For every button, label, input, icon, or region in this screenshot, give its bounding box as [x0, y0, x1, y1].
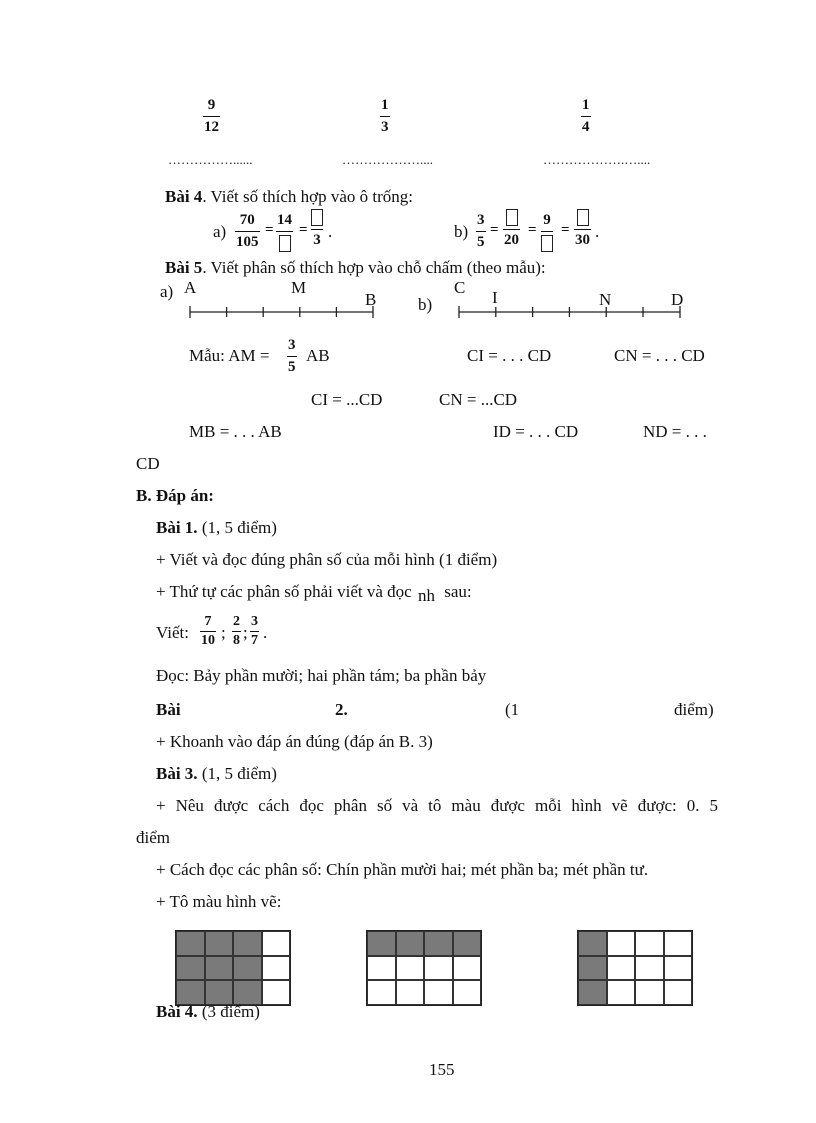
grid-cell — [424, 980, 453, 1005]
bai4-answer-heading — [156, 1002, 260, 1022]
bai4-answer-title: Bài 4. — [156, 1002, 198, 1021]
cn-blank-1[interactable]: CN = . . . CD — [614, 346, 705, 365]
bai3-score: (1, 5 điểm) — [201, 764, 277, 783]
page-number: 155 — [429, 1060, 455, 1079]
grid-cell-shaded — [205, 956, 234, 981]
grid-cell-shaded — [367, 931, 396, 956]
denominator: 3 — [381, 119, 389, 135]
equals-sign: = — [265, 222, 274, 238]
fraction-bar — [232, 631, 241, 632]
bai2-line: + Khoanh vào đáp án đúng (đáp án B. 3) — [156, 732, 433, 751]
bai3-line1-wrap: điểm — [136, 828, 170, 847]
grid-cell — [262, 980, 291, 1005]
bai4-a-label: a) — [213, 222, 227, 241]
fraction-bar — [380, 116, 390, 117]
segment-ab — [189, 305, 375, 319]
fraction-7-10 — [200, 615, 216, 648]
fraction-bar — [581, 116, 591, 117]
semicolon: ; — [221, 623, 226, 642]
fraction-9-blank — [541, 213, 553, 252]
bai4-answer-score: (3 điểm) — [201, 1002, 260, 1021]
numerator: 3 — [477, 212, 485, 228]
grid-cell-shaded — [453, 931, 482, 956]
fraction-bar — [503, 229, 520, 230]
bai3-heading — [156, 764, 277, 784]
fraction-bar — [276, 231, 293, 232]
grid-cell — [607, 956, 636, 981]
fraction-bar — [203, 116, 220, 117]
blank-box-input[interactable] — [279, 235, 291, 252]
fraction-2-8 — [232, 615, 241, 648]
denominator: 3 — [313, 232, 321, 248]
shaded-grid-9-12 — [175, 930, 291, 1006]
grid-cell — [635, 980, 664, 1005]
fraction-blank-3 — [311, 209, 323, 248]
mb-blank[interactable]: MB = . . . AB — [189, 422, 282, 441]
denominator: 12 — [204, 119, 219, 135]
numerator: 14 — [277, 212, 292, 228]
period: . — [595, 222, 600, 241]
fraction-1-3 — [380, 98, 390, 135]
point-label-i: I — [492, 288, 498, 307]
bai1-line2-c: sau: — [444, 582, 472, 601]
bai1-line2-a: + Thứ tự các phân số phải viết và đọc — [156, 582, 412, 601]
grid-cell-shaded — [424, 931, 453, 956]
bai3-line3: + Tô màu hình vẽ: — [156, 892, 282, 911]
grid-cell — [453, 956, 482, 981]
blank-box-input[interactable] — [541, 235, 553, 252]
fraction-bar — [476, 231, 486, 232]
grid-cell-shaded — [578, 980, 607, 1005]
bai2-word: Bài — [156, 700, 181, 719]
bai4-title: Bài 4 — [165, 187, 203, 206]
answer-dots-1[interactable]: ……………...... — [168, 152, 253, 167]
bai1-line1: + Viết và đọc đúng phân số của mỗi hình (1 điểm) — [156, 550, 498, 569]
numerator: 9 — [207, 97, 216, 113]
blank-box-input[interactable] — [311, 209, 323, 226]
grid-cell — [262, 956, 291, 981]
fraction-bar — [200, 631, 216, 632]
grid-cell-shaded — [205, 931, 234, 956]
bai4-heading — [165, 187, 413, 207]
grid-cell — [424, 956, 453, 981]
numerator: 2 — [233, 614, 240, 629]
fraction-70-105 — [235, 213, 260, 250]
fraction-14-blank — [276, 213, 293, 252]
mau-prefix: Mẫu: AM = — [189, 346, 270, 365]
bai2-score-open: (1 — [505, 700, 520, 719]
equals-sign: = — [490, 222, 499, 238]
numerator: 70 — [239, 212, 255, 228]
ci-blank-2[interactable]: CI = ...CD — [311, 390, 383, 409]
cn-blank-2[interactable]: CN = ...CD — [439, 390, 518, 409]
grid-cell — [396, 956, 425, 981]
fraction-blank-20 — [503, 209, 520, 248]
point-label-n: N — [599, 290, 612, 309]
grid-cell — [635, 931, 664, 956]
bai5-heading — [165, 258, 546, 278]
viet-label: Viết: — [156, 623, 189, 642]
bai5-text: . Viết phân số thích hợp vào chỗ chấm (theo mẫu): — [202, 258, 546, 277]
numerator: 1 — [582, 97, 590, 113]
fraction-bar — [235, 231, 260, 232]
point-label-d: D — [671, 290, 684, 309]
bai4-b-label: b) — [454, 222, 469, 241]
equals-sign: = — [561, 222, 570, 238]
fraction-bar — [311, 229, 323, 230]
bai3-line1-text: + Nêu được cách đọc phân số và tô màu được mỗi hình vẽ được: 0. 5 — [156, 796, 718, 815]
fraction-9-12 — [203, 98, 220, 135]
bai2-number: 2. — [335, 700, 348, 719]
grid-cell — [635, 956, 664, 981]
denominator: 30 — [575, 232, 590, 248]
bai5-title: Bài 5 — [165, 258, 203, 277]
denominator: 20 — [504, 232, 519, 248]
equals-sign: = — [299, 222, 308, 238]
fraction-1-4 — [581, 98, 591, 135]
fraction-3-5 — [476, 213, 486, 250]
period: . — [263, 623, 268, 642]
ci-blank-1[interactable]: CI = . . . CD — [467, 346, 552, 365]
numerator: 3 — [251, 614, 258, 629]
id-blank[interactable]: ID = . . . CD — [493, 422, 579, 441]
period: . — [328, 222, 333, 241]
fraction-bar — [541, 231, 553, 232]
grid-cell — [664, 956, 693, 981]
cd-wrap-text: CD — [136, 454, 160, 473]
numerator: 1 — [381, 97, 389, 113]
numerator: 7 — [204, 614, 212, 629]
grid-cell-shaded — [578, 956, 607, 981]
grid-cell — [453, 980, 482, 1005]
bai5-b-label: b) — [418, 295, 433, 314]
grid-cell — [367, 956, 396, 981]
numerator: 3 — [288, 337, 296, 353]
denominator: 4 — [582, 119, 590, 135]
grid-cell-shaded — [396, 931, 425, 956]
bai3-line1 — [156, 796, 718, 816]
fraction-bar — [287, 356, 297, 357]
blank-box-input[interactable] — [577, 209, 589, 226]
semicolon: ; — [243, 623, 248, 642]
shaded-grid-1-4 — [577, 930, 693, 1006]
fraction-blank-30 — [574, 209, 591, 248]
fraction-bar — [574, 229, 591, 230]
nd-blank[interactable]: ND = . . . — [643, 422, 707, 441]
bai3-title: Bài 3. — [156, 764, 198, 783]
bai4-text: . Viết số thích hợp vào ô trống: — [202, 187, 414, 206]
denominator: 105 — [236, 234, 259, 250]
equals-sign: = — [528, 222, 537, 238]
grid-cell — [664, 980, 693, 1005]
grid-cell — [607, 980, 636, 1005]
grid-cell-shaded — [233, 956, 262, 981]
grid-cell — [262, 931, 291, 956]
bai5-a-label: a) — [160, 282, 174, 301]
grid-cell-shaded — [176, 956, 205, 981]
bai1-title: Bài 1. — [156, 518, 198, 537]
point-label-a: A — [184, 278, 197, 297]
bai1-score: (1, 5 điểm) — [201, 518, 277, 537]
denominator: 5 — [288, 359, 296, 375]
mau-suffix: AB — [306, 346, 330, 365]
bai1-line2-b: nh — [417, 586, 435, 605]
denominator: 10 — [201, 633, 215, 648]
fraction-3-5-mau — [287, 338, 297, 375]
grid-cell — [607, 931, 636, 956]
blank-box-input[interactable] — [506, 209, 518, 226]
denominator: 5 — [477, 234, 485, 250]
denominator: 8 — [233, 633, 240, 648]
segment-cd — [458, 305, 682, 319]
numerator: 9 — [543, 212, 551, 228]
answer-dots-3[interactable]: ……………….….... — [543, 152, 651, 167]
answers-heading: B. Đáp án: — [136, 486, 214, 505]
bai2-score-close: điểm) — [674, 700, 714, 719]
grid-cell — [396, 980, 425, 1005]
bai1-line2 — [156, 582, 472, 605]
fraction-3-7 — [250, 615, 259, 648]
grid-cell-shaded — [176, 931, 205, 956]
point-label-c: C — [454, 278, 466, 297]
grid-cell — [367, 980, 396, 1005]
doc-line: Đọc: Bảy phần mười; hai phần tám; ba phần bảy — [156, 666, 487, 685]
bai1-heading — [156, 518, 277, 538]
point-label-b: B — [365, 290, 377, 309]
bai3-line2: + Cách đọc các phân số: Chín phần mười hai; mét phần ba; mét phần tư. — [156, 860, 649, 879]
grid-cell — [664, 931, 693, 956]
shaded-grid-1-3 — [366, 930, 482, 1006]
point-label-m: M — [291, 278, 307, 297]
denominator: 7 — [251, 633, 258, 648]
grid-cell-shaded — [233, 931, 262, 956]
answer-dots-2[interactable]: ……………….... — [342, 152, 433, 167]
fraction-bar — [250, 631, 259, 632]
grid-cell-shaded — [578, 931, 607, 956]
